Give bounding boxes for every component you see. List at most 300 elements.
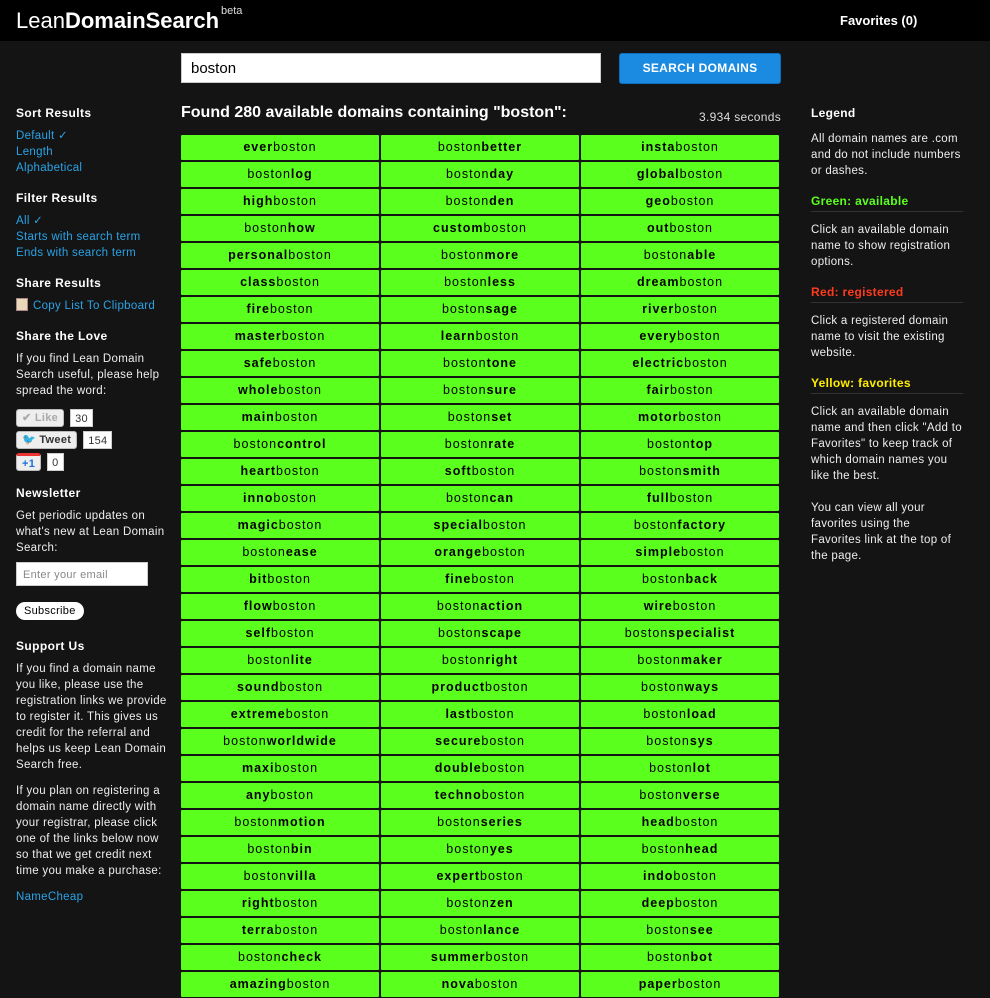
love-title: Share the Love <box>16 329 108 343</box>
domain-result[interactable] <box>180 215 380 242</box>
domain-keyword: head <box>641 815 675 829</box>
domain-result[interactable] <box>380 161 580 188</box>
domain-result[interactable] <box>580 809 780 836</box>
domain-term: boston <box>647 437 691 451</box>
domain-result[interactable] <box>180 269 380 296</box>
domain-term: boston <box>485 680 529 694</box>
clipboard-icon <box>16 298 28 311</box>
domain-keyword: sys <box>689 734 714 748</box>
domain-keyword: log <box>290 167 313 181</box>
domain-term: boston <box>247 842 291 856</box>
domain-term: boston <box>278 518 323 532</box>
domain-keyword: global <box>636 167 680 181</box>
domain-result[interactable] <box>380 431 580 458</box>
domain-result[interactable] <box>380 296 580 323</box>
domain-term: boston <box>244 221 288 235</box>
domain-term: boston <box>278 383 322 397</box>
domain-keyword: full <box>646 491 670 505</box>
domain-term: boston <box>274 896 319 910</box>
domain-result[interactable] <box>380 836 580 863</box>
domain-term: boston <box>243 869 288 883</box>
domain-keyword: check <box>281 950 322 964</box>
domain-result[interactable] <box>180 863 380 890</box>
domain-keyword: verse <box>682 788 721 802</box>
domain-keyword: ways <box>684 680 720 694</box>
domain-keyword: yes <box>489 842 514 856</box>
domain-result[interactable] <box>380 620 580 647</box>
domain-result[interactable] <box>180 377 380 404</box>
domain-term: boston <box>647 950 691 964</box>
domain-result[interactable] <box>380 512 580 539</box>
domain-keyword: sage <box>485 302 519 316</box>
domain-term: boston <box>474 977 519 991</box>
domain-term: boston <box>436 599 481 613</box>
copy-list-label: Copy List To Clipboard <box>33 300 156 312</box>
domain-term: boston <box>677 329 721 343</box>
domain-result[interactable] <box>380 647 580 674</box>
domain-keyword: lance <box>483 923 521 937</box>
domain-term: boston <box>276 464 320 478</box>
legend-favorites-text: You can view all your favorites using the Favorites link at the top of the page. <box>811 502 952 562</box>
domain-term: boston <box>274 923 319 937</box>
tweet-button[interactable] <box>16 431 77 449</box>
domain-keyword: whole <box>238 383 279 397</box>
domain-result[interactable] <box>580 674 780 701</box>
domain-term: boston <box>274 761 319 775</box>
filter-title: Filter Results <box>16 191 98 205</box>
domain-term: boston <box>674 896 719 910</box>
domain-result[interactable] <box>580 566 780 593</box>
filter-starts[interactable]: Starts with search term <box>16 231 141 243</box>
domain-result[interactable] <box>180 836 380 863</box>
domain-term: boston <box>485 950 530 964</box>
domain-keyword: villa <box>287 869 317 883</box>
domain-keyword: motion <box>277 815 326 829</box>
support-text: If you find a domain name you like, please use the registration links we provide to register it. This gives us credit for the referral and helps us keep Lean Domain Search free. <box>16 663 167 771</box>
domain-result[interactable] <box>580 620 780 647</box>
domain-result[interactable] <box>180 944 380 971</box>
domain-result[interactable] <box>380 917 580 944</box>
support-text-2: If you plan on registering a domain name directly with your registrar, please click one of the links below now so that we get credit next time you make a purchase: <box>16 785 162 877</box>
domain-keyword: factory <box>677 518 727 532</box>
domain-keyword: class <box>240 275 277 289</box>
domain-keyword: heart <box>240 464 277 478</box>
domain-result[interactable] <box>180 755 380 782</box>
domain-term: boston <box>646 734 690 748</box>
domain-term: boston <box>669 383 714 397</box>
domain-term: boston <box>674 815 719 829</box>
domain-keyword: safe <box>243 356 273 370</box>
domain-result[interactable] <box>580 512 780 539</box>
domain-term: boston <box>640 680 685 694</box>
domain-term: boston <box>672 599 717 613</box>
domain-keyword: terra <box>241 923 275 937</box>
domain-result[interactable] <box>380 863 580 890</box>
domain-keyword: fine <box>445 572 472 586</box>
domain-keyword: wire <box>643 599 673 613</box>
domain-result[interactable] <box>580 539 780 566</box>
domain-result[interactable] <box>180 890 380 917</box>
domain-result[interactable] <box>580 485 780 512</box>
domain-term: boston <box>274 410 319 424</box>
domain-term: boston <box>276 275 320 289</box>
domain-result[interactable] <box>380 269 580 296</box>
domain-result[interactable] <box>180 323 380 350</box>
sort-title: Sort Results <box>16 106 92 120</box>
domain-term: boston <box>482 545 526 559</box>
domain-keyword: series <box>480 815 523 829</box>
domain-keyword: sound <box>236 680 280 694</box>
domain-keyword: secure <box>435 734 482 748</box>
domain-term: boston <box>267 572 311 586</box>
domain-result[interactable] <box>580 863 780 890</box>
domain-keyword: paper <box>638 977 678 991</box>
domain-term: boston <box>269 302 314 316</box>
domain-result[interactable] <box>180 566 380 593</box>
domain-result[interactable] <box>580 917 780 944</box>
domain-term: boston <box>471 572 515 586</box>
domain-term: boston <box>684 356 728 370</box>
domain-keyword: lot <box>692 761 711 775</box>
domain-term: boston <box>679 275 724 289</box>
domain-term: boston <box>677 977 722 991</box>
domain-term: boston <box>633 518 678 532</box>
domain-keyword: head <box>685 842 719 856</box>
domain-keyword: see <box>689 923 714 937</box>
domain-result[interactable] <box>580 161 780 188</box>
legend-green: Green: available <box>811 193 963 212</box>
domain-keyword: deep <box>641 896 675 910</box>
domain-keyword: orange <box>434 545 483 559</box>
domain-result[interactable] <box>180 539 380 566</box>
domain-result[interactable] <box>380 674 580 701</box>
domain-result[interactable] <box>580 782 780 809</box>
domain-keyword: control <box>277 437 327 451</box>
domain-term: boston <box>234 815 278 829</box>
domain-keyword: zen <box>489 896 514 910</box>
domain-keyword: tone <box>486 356 517 370</box>
domain-result[interactable] <box>380 782 580 809</box>
domain-keyword: rate <box>488 437 516 451</box>
domain-result[interactable] <box>580 971 780 998</box>
domain-result[interactable] <box>380 701 580 728</box>
legend-panel <box>811 105 963 564</box>
domain-result[interactable] <box>580 296 780 323</box>
domain-term: boston <box>643 707 687 721</box>
domain-term: boston <box>646 923 690 937</box>
search-domains-button[interactable]: SEARCH DOMAINS <box>619 53 781 84</box>
domain-keyword: less <box>487 275 516 289</box>
domain-term: boston <box>447 410 492 424</box>
domain-keyword: can <box>489 491 515 505</box>
tweet-count: 154 <box>83 431 112 449</box>
domain-result[interactable] <box>180 512 380 539</box>
domain-result[interactable] <box>380 890 580 917</box>
domain-result[interactable] <box>380 134 580 161</box>
filter-all[interactable]: All ✓ <box>16 215 44 227</box>
domain-term: boston <box>272 356 317 370</box>
domain-keyword: smith <box>682 464 721 478</box>
domain-result[interactable] <box>580 323 780 350</box>
domain-result[interactable] <box>580 377 780 404</box>
domain-result[interactable] <box>180 485 380 512</box>
legend-title: Legend <box>811 106 856 120</box>
domain-keyword: expert <box>436 869 480 883</box>
legend-green-text: Click an available domain name to show registration options. <box>811 224 951 268</box>
domain-keyword: high <box>243 194 274 208</box>
domain-result[interactable] <box>180 431 380 458</box>
domain-result[interactable] <box>180 620 380 647</box>
domain-result[interactable] <box>580 269 780 296</box>
domain-term: boston <box>637 653 681 667</box>
domain-term: boston <box>444 437 489 451</box>
domain-result[interactable] <box>380 188 580 215</box>
domain-result[interactable] <box>580 836 780 863</box>
domain-result[interactable] <box>380 809 580 836</box>
legend-red-text: Click a registered domain name to visit the existing website. <box>811 315 949 359</box>
domain-result[interactable] <box>580 728 780 755</box>
domain-result[interactable] <box>580 944 780 971</box>
domain-keyword: electric <box>632 356 685 370</box>
domain-keyword: techno <box>434 788 482 802</box>
newsletter-title: Newsletter <box>16 486 81 500</box>
domain-term: boston <box>279 680 324 694</box>
domain-term: boston <box>443 356 487 370</box>
domain-keyword: maker <box>680 653 723 667</box>
domain-result[interactable] <box>380 593 580 620</box>
domain-result[interactable] <box>580 134 780 161</box>
domain-result[interactable] <box>580 593 780 620</box>
domain-result[interactable] <box>580 242 780 269</box>
domain-keyword: every <box>639 329 678 343</box>
domain-keyword: worldwide <box>266 734 337 748</box>
domain-keyword: special <box>433 518 483 532</box>
domain-keyword: learn <box>440 329 476 343</box>
domain-result[interactable] <box>180 134 380 161</box>
domain-keyword: specialist <box>668 626 736 640</box>
email-field[interactable]: Enter your email <box>16 562 148 586</box>
sort-alphabetical[interactable]: Alphabetical <box>16 162 83 174</box>
domain-term: boston <box>439 923 484 937</box>
domain-term: boston <box>670 194 715 208</box>
domain-term: boston <box>446 896 490 910</box>
domain-term: boston <box>437 815 481 829</box>
domain-result[interactable] <box>580 188 780 215</box>
twitter-bird-icon: 🐦 <box>22 434 36 446</box>
domain-result[interactable] <box>580 647 780 674</box>
logo-bold: DomainSearch <box>64 8 220 33</box>
favorites-link[interactable]: Favorites (0) <box>840 13 918 28</box>
domain-result[interactable] <box>180 701 380 728</box>
domain-term: boston <box>445 491 490 505</box>
subscribe-button[interactable]: Subscribe <box>16 602 84 620</box>
legend-red: Red: registered <box>811 284 963 303</box>
domain-term: boston <box>643 248 688 262</box>
domain-result[interactable] <box>180 647 380 674</box>
domain-term: boston <box>247 653 291 667</box>
domain-keyword: right <box>485 653 519 667</box>
domain-keyword: indo <box>643 869 674 883</box>
domain-keyword: summer <box>430 950 486 964</box>
domain-result[interactable] <box>180 161 380 188</box>
domain-term: boston <box>445 194 490 208</box>
domain-keyword: product <box>431 680 485 694</box>
newsletter-text: Get periodic updates on what's new at Lean Domain Search: <box>16 510 165 554</box>
like-button[interactable]: ✔ Like <box>16 409 64 427</box>
domain-keyword: bit <box>249 572 268 586</box>
domain-result[interactable] <box>180 809 380 836</box>
domain-keyword: sure <box>486 383 517 397</box>
love-text: If you find Lean Domain Search useful, please help spread the word: <box>16 353 160 397</box>
domain-term: boston <box>443 383 487 397</box>
domain-keyword: better <box>481 140 523 154</box>
domain-keyword: custom <box>433 221 484 235</box>
domain-keyword: soft <box>444 464 472 478</box>
domain-term: boston <box>233 437 278 451</box>
domain-keyword: river <box>642 302 675 316</box>
like-count: 30 <box>70 409 93 427</box>
domain-term: boston <box>440 248 485 262</box>
domain-term: boston <box>678 410 722 424</box>
domain-term: boston <box>624 626 669 640</box>
filter-ends[interactable]: Ends with search term <box>16 247 137 259</box>
domain-keyword: nova <box>441 977 475 991</box>
domain-term: boston <box>285 707 330 721</box>
domain-term: boston <box>481 761 526 775</box>
domain-keyword: dream <box>636 275 680 289</box>
domain-result[interactable] <box>180 458 380 485</box>
domain-result[interactable] <box>580 755 780 782</box>
domain-result[interactable] <box>580 890 780 917</box>
domain-term: boston <box>445 167 490 181</box>
logo-light: Lean <box>16 8 65 33</box>
header <box>0 0 990 41</box>
domain-result[interactable] <box>380 728 580 755</box>
domain-result[interactable] <box>580 404 780 431</box>
domain-keyword: ever <box>243 140 274 154</box>
domain-result[interactable] <box>380 539 580 566</box>
domain-result[interactable] <box>380 566 580 593</box>
domain-result[interactable] <box>580 215 780 242</box>
domain-term: boston <box>681 545 725 559</box>
domain-term: boston <box>475 329 520 343</box>
domain-result[interactable] <box>380 323 580 350</box>
domain-term: boston <box>471 707 515 721</box>
plus-one-count: 0 <box>47 453 63 471</box>
domain-result[interactable] <box>180 350 380 377</box>
domain-keyword: out <box>647 221 670 235</box>
domain-term: boston <box>223 734 267 748</box>
legend-intro: All domain names are .com and do not include numbers or dashes. <box>811 133 961 177</box>
domain-keyword: self <box>245 626 271 640</box>
domain-result[interactable] <box>380 485 580 512</box>
domain-term: boston <box>272 599 317 613</box>
domain-term: boston <box>641 842 686 856</box>
domain-term: boston <box>271 626 315 640</box>
legend-yellow-text: Click an available domain name and then click "Add to Favorites" to keep track of which domain names you like the best. <box>811 406 962 482</box>
domain-result[interactable] <box>180 593 380 620</box>
domain-term: boston <box>273 491 317 505</box>
domain-term: boston <box>673 869 717 883</box>
domain-term: boston <box>270 788 315 802</box>
domain-keyword: top <box>690 437 713 451</box>
domain-result[interactable] <box>380 944 580 971</box>
logo[interactable] <box>16 8 219 34</box>
left-sidebar <box>16 105 171 905</box>
domain-keyword: extreme <box>230 707 286 721</box>
domain-result[interactable] <box>380 350 580 377</box>
domain-keyword: den <box>489 194 515 208</box>
domain-result[interactable] <box>580 431 780 458</box>
search-input[interactable] <box>181 53 601 83</box>
domain-result[interactable] <box>380 971 580 998</box>
domain-term: boston <box>441 302 486 316</box>
copy-list-link[interactable] <box>16 298 171 314</box>
namecheap-link[interactable]: NameCheap <box>16 891 84 903</box>
domain-term: boston <box>669 491 714 505</box>
domain-result[interactable] <box>380 215 580 242</box>
domain-result[interactable] <box>380 404 580 431</box>
domain-keyword: ease <box>285 545 318 559</box>
domain-term: boston <box>471 464 516 478</box>
domain-keyword: more <box>484 248 520 262</box>
domain-result[interactable] <box>580 458 780 485</box>
domain-result[interactable] <box>180 242 380 269</box>
domain-keyword: bot <box>690 950 713 964</box>
domain-term: boston <box>242 545 286 559</box>
domain-term: boston <box>438 626 482 640</box>
domain-term: boston <box>482 518 527 532</box>
domain-keyword: action <box>480 599 524 613</box>
domain-term: boston <box>273 194 317 208</box>
domain-result[interactable] <box>580 701 780 728</box>
domain-result[interactable] <box>380 755 580 782</box>
beta-label: beta <box>221 5 243 17</box>
domain-result[interactable] <box>180 917 380 944</box>
domain-keyword: fire <box>246 302 270 316</box>
domain-keyword: geo <box>645 194 671 208</box>
domain-result[interactable] <box>180 674 380 701</box>
domain-result[interactable] <box>180 782 380 809</box>
domain-keyword: any <box>245 788 271 802</box>
plus-one-button[interactable]: +1 <box>16 453 41 471</box>
domain-result[interactable] <box>380 242 580 269</box>
domain-result[interactable] <box>180 728 380 755</box>
domain-term: boston <box>483 221 527 235</box>
domain-result[interactable] <box>380 458 580 485</box>
legend-yellow: Yellow: favorites <box>811 375 963 394</box>
domain-term: boston <box>247 167 291 181</box>
domain-keyword: master <box>234 329 282 343</box>
domain-result[interactable] <box>180 404 380 431</box>
domain-keyword: load <box>686 707 717 721</box>
domain-result[interactable] <box>180 971 380 998</box>
domain-result[interactable] <box>180 188 380 215</box>
domain-term: boston <box>437 140 482 154</box>
domain-term: boston <box>669 221 713 235</box>
domain-result[interactable] <box>580 350 780 377</box>
domain-result[interactable] <box>380 377 580 404</box>
domain-keyword: day <box>489 167 515 181</box>
domain-keyword: maxi <box>241 761 275 775</box>
domain-keyword: magic <box>237 518 279 532</box>
domain-keyword: set <box>491 410 513 424</box>
sort-default[interactable]: Default ✓ <box>16 130 68 142</box>
sort-length[interactable]: Length <box>16 146 53 158</box>
domain-result[interactable] <box>180 296 380 323</box>
domain-keyword: right <box>241 896 275 910</box>
domain-keyword: insta <box>641 140 676 154</box>
